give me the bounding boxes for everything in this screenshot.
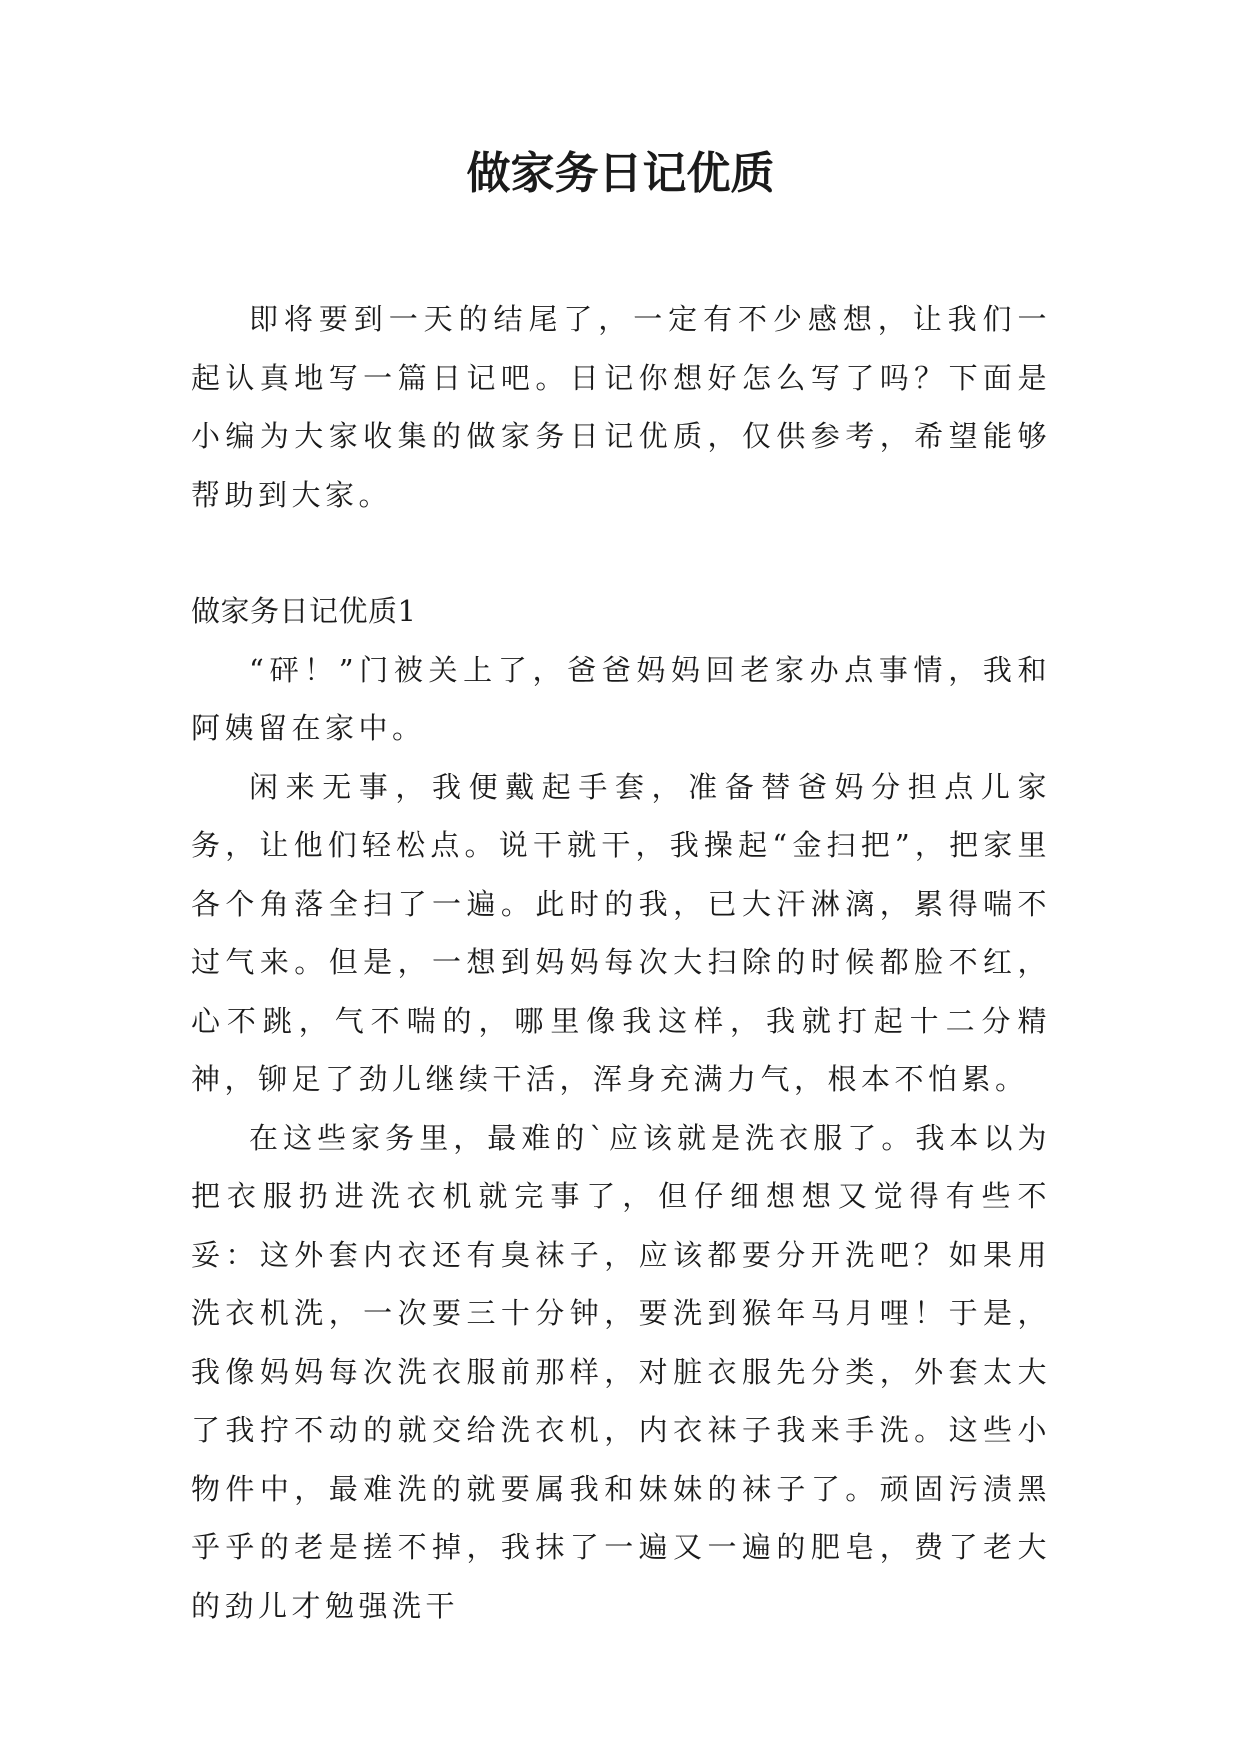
body-paragraph: 在这些家务里，最难的`应该就是洗衣服了。我本以为把衣服扔进洗衣机就完事了，但仔细想想又觉得有些不妥：这外套内衣还有臭袜子，应该都要分开洗吧？如果用洗衣机洗，一次要三十分钟，要洗到猴年马月哩！于是，我像妈妈每次洗衣服前那样，对脏衣服先分类，外套太大了我拧不动的就交给洗衣机，内衣袜子我来手洗。这些小物件中，最难洗的就要属我和妹妹的袜子了。顽固污渍黑乎乎的老是搓不掉，我抹了一遍又一遍的肥皂，费了老大的劲儿才勉强洗干 [191, 1120, 1051, 1623]
section-heading: 做家务日记优质1 [191, 594, 417, 628]
diary-section [191, 582, 1051, 1635]
document-title: 做家务日记优质 [466, 148, 775, 199]
intro-paragraph: 即将要到一天的结尾了，一定有不少感想，让我们一起认真地写一篇日记吧。日记你想好怎么写了吗？下面是小编为大家收集的做家务日记优质，仅供参考，希望能够帮助到大家。 [191, 302, 1051, 512]
document-body [191, 290, 1051, 1635]
body-paragraph: 闲来无事，我便戴起手套，准备替爸妈分担点儿家务，让他们轻松点。说干就干，我操起“金扫把”，把家里各个角落全扫了一遍。此时的我，已大汗淋漓，累得喘不过气来。但是，一想到妈妈每次大扫除的时候都脸不红，心不跳，气不喘的，哪里像我这样，我就打起十二分精神，铆足了劲儿继续干活，浑身充满力气，根本不怕累。 [191, 769, 1051, 1096]
body-paragraph: “砰！”门被关上了，爸爸妈妈回老家办点事情，我和阿姨留在家中。 [191, 652, 1051, 745]
